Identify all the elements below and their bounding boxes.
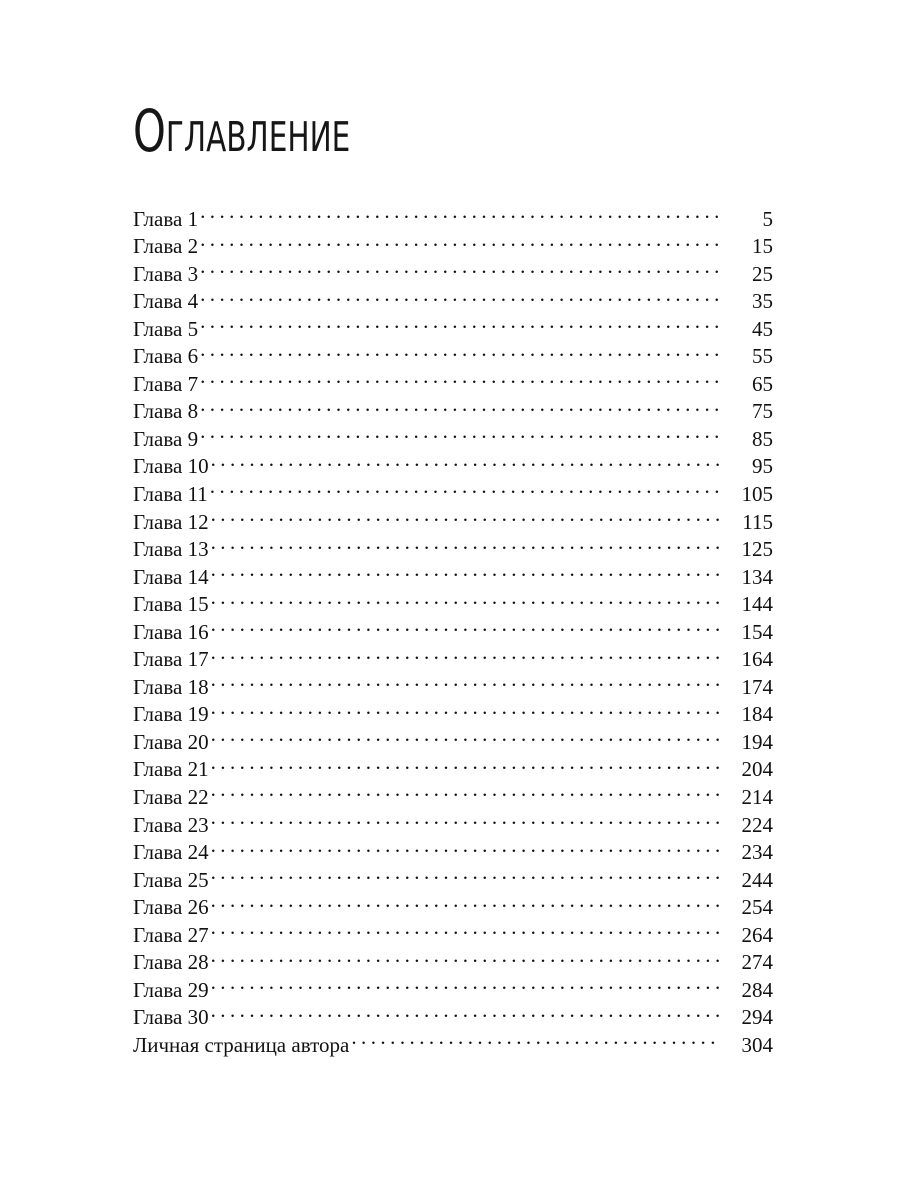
page-title: Оглавление: [133, 97, 351, 165]
toc-entry-label: Глава 23: [133, 812, 209, 837]
toc-entry-label: Глава 1: [133, 206, 199, 231]
toc-entry-page-number: 194: [741, 729, 773, 754]
toc-entry: [133, 336, 773, 369]
dot-leader: [209, 832, 721, 860]
dot-leader: [198, 363, 721, 391]
dot-leader: [349, 1024, 721, 1052]
toc-entry-page-number: 15: [752, 234, 773, 259]
toc-entry-page-number: 45: [752, 316, 773, 341]
toc-entry-page-number: 85: [752, 426, 773, 451]
toc-entry-page-number: 174: [741, 674, 773, 699]
dot-leader: [209, 584, 721, 612]
toc-entry-page-number: 5: [762, 206, 773, 231]
toc-entry-label: Глава 24: [133, 840, 209, 865]
toc-entry-label: Глава 26: [133, 895, 209, 920]
toc-entry: [133, 832, 773, 865]
dot-leader: [198, 418, 721, 446]
toc-entry-page-number: 304: [741, 1032, 773, 1057]
toc-entry: [133, 391, 773, 424]
toc-entry-label: Глава 19: [133, 702, 209, 727]
toc-entry-page-number: 184: [741, 702, 773, 727]
toc-entry: [133, 529, 773, 562]
dot-leader: [198, 253, 721, 281]
toc-entry: [133, 804, 773, 837]
toc-entry-page-number: 244: [741, 867, 773, 892]
toc-entry-label: Глава 8: [133, 399, 199, 424]
dot-leader: [209, 859, 721, 887]
toc-entry-page-number: 134: [741, 564, 773, 589]
toc-entry: [133, 859, 773, 892]
toc-entry-label: Глава 20: [133, 729, 209, 754]
toc-entry-page-number: 65: [752, 371, 773, 396]
toc-entry-label: Глава 21: [133, 757, 209, 782]
toc-entry: [133, 556, 773, 589]
dot-leader: [209, 804, 721, 832]
toc-entry-page-number: 35: [752, 289, 773, 314]
toc-entry: [133, 446, 773, 479]
toc-entry-page-number: 55: [752, 344, 773, 369]
toc-entry: [133, 694, 773, 727]
dot-leader: [209, 942, 721, 970]
toc-entry-page-number: 234: [741, 840, 773, 865]
dot-leader: [198, 281, 721, 309]
toc-entry-label: Глава 10: [133, 454, 209, 479]
toc-entry-page-number: 274: [741, 950, 773, 975]
toc-entry: [133, 969, 773, 1002]
toc-entry-label: Глава 16: [133, 619, 209, 644]
toc-entry: [133, 473, 773, 507]
toc-entry-label: Глава 2: [133, 234, 199, 259]
toc-entry-label: Глава 13: [133, 537, 209, 562]
toc-entry: [133, 887, 773, 920]
toc-entry-label: Личная страница автора: [133, 1032, 350, 1057]
toc-entry-label: Глава 25: [133, 867, 209, 892]
toc-entry-label: Глава 28: [133, 950, 209, 975]
toc-entry: [133, 226, 773, 259]
toc-entry: [133, 721, 773, 754]
toc-entry-page-number: 284: [741, 977, 773, 1002]
toc-entry-label: Глава 7: [133, 371, 199, 396]
toc-entry-page-number: 25: [752, 261, 773, 286]
dot-leader: [209, 446, 721, 474]
toc-entry: [133, 639, 773, 672]
toc-entry: [133, 611, 773, 644]
toc-entry-page-number: 254: [741, 895, 773, 920]
dot-leader: [198, 391, 721, 419]
toc-entry-label: Глава 15: [133, 592, 209, 617]
dot-leader: [209, 694, 721, 722]
toc-entry-label: Глава 29: [133, 977, 209, 1002]
toc-entry-label: Глава 18: [133, 674, 209, 699]
toc-entry-label: Глава 11: [133, 482, 208, 507]
dot-leader: [209, 749, 721, 777]
toc-entry-label: Глава 14: [133, 564, 209, 589]
toc-entry: [133, 749, 773, 782]
toc-entry-page-number: 125: [741, 537, 773, 562]
table-of-contents: [133, 198, 773, 1057]
toc-entry: [133, 308, 773, 341]
dot-leader: [209, 666, 721, 694]
toc-entry: [133, 253, 773, 286]
toc-entry-label: Глава 27: [133, 922, 209, 947]
toc-entry-page-number: 214: [741, 785, 773, 810]
toc-entry: [133, 776, 773, 810]
toc-entry-page-number: 264: [741, 922, 773, 947]
toc-entry-page-number: 144: [741, 592, 773, 617]
toc-entry: [133, 198, 773, 231]
toc-entry: [133, 1024, 773, 1057]
toc-entry: [133, 363, 773, 396]
dot-leader: [209, 776, 721, 804]
dot-leader: [209, 639, 721, 667]
toc-entry: [133, 501, 773, 534]
dot-leader: [198, 198, 721, 226]
dot-leader: [198, 308, 721, 336]
toc-entry-label: Глава 4: [133, 289, 199, 314]
dot-leader: [209, 556, 721, 584]
toc-entry: [133, 281, 773, 314]
dot-leader: [198, 336, 721, 364]
toc-entry-page-number: 204: [741, 757, 773, 782]
toc-entry-label: Глава 5: [133, 316, 199, 341]
toc-entry-page-number: 95: [752, 454, 773, 479]
toc-entry: [133, 942, 773, 975]
toc-entry-page-number: 115: [742, 509, 773, 534]
toc-entry-page-number: 164: [741, 647, 773, 672]
toc-entry-page-number: 105: [741, 482, 773, 507]
toc-entry-label: Глава 6: [133, 344, 199, 369]
toc-entry-label: Глава 17: [133, 647, 209, 672]
toc-entry: [133, 914, 773, 947]
toc-entry-label: Глава 22: [133, 785, 209, 810]
toc-entry-label: Глава 30: [133, 1005, 209, 1030]
dot-leader: [209, 887, 721, 915]
toc-entry: [133, 997, 773, 1030]
dot-leader: [209, 997, 721, 1025]
dot-leader: [198, 226, 721, 254]
dot-leader: [209, 611, 721, 639]
toc-entry-label: Глава 9: [133, 426, 199, 451]
toc-entry-label: Глава 12: [133, 509, 209, 534]
toc-entry: [133, 584, 773, 617]
toc-entry-page-number: 154: [741, 619, 773, 644]
toc-entry-page-number: 294: [741, 1005, 773, 1030]
dot-leader: [209, 721, 721, 749]
toc-entry: [133, 666, 773, 699]
toc-entry-page-number: 75: [752, 399, 773, 424]
dot-leader: [209, 914, 721, 942]
toc-entry-page-number: 224: [741, 812, 773, 837]
dot-leader: [209, 969, 721, 997]
toc-entry: [133, 418, 773, 451]
dot-leader: [209, 529, 721, 557]
dot-leader: [209, 501, 721, 529]
dot-leader: [208, 473, 721, 501]
toc-entry-label: Глава 3: [133, 261, 199, 286]
